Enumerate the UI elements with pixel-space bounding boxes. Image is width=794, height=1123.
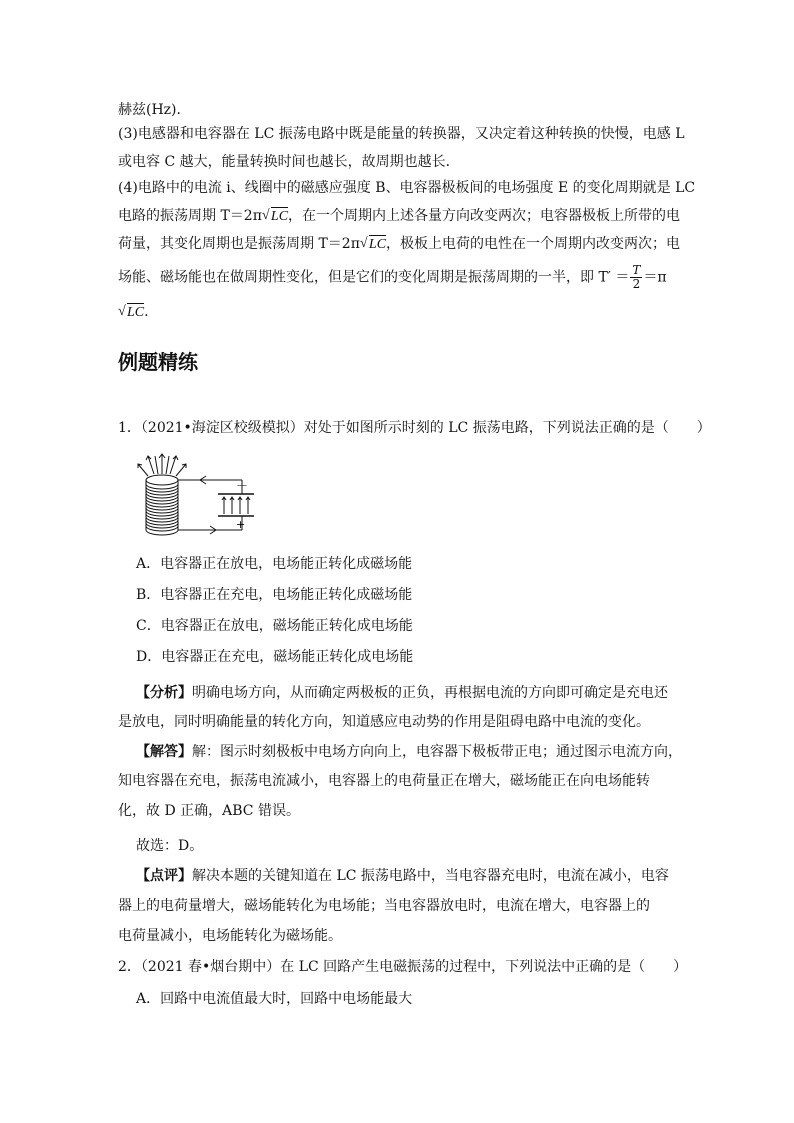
intro-line-6-a: 荷量，其变化周期也是振荡周期 T＝2π bbox=[118, 236, 360, 252]
sqrt-lc-1: √ LC bbox=[262, 207, 288, 227]
q1-option-a: A．电容器正在放电，电场能正转化成磁场能 bbox=[136, 556, 413, 572]
plus-label: + bbox=[236, 518, 246, 531]
analysis-tag: 【分析】 bbox=[136, 685, 192, 701]
magnetic-field-arrows bbox=[138, 454, 186, 476]
q1-comment-line-2: 器上的电荷量增大，磁场能转化为电场能；当电容器放电时，电流在增大，电容器上的 bbox=[118, 898, 650, 914]
sqrt-lc-3: √ LC bbox=[118, 303, 144, 323]
solution-tag: 【解答】 bbox=[136, 744, 192, 760]
minus-label: － bbox=[236, 479, 249, 493]
q1-solution-line-3: 化，故 D 正确，ABC 错误。 bbox=[118, 803, 300, 819]
q1-analysis-line-1: 【分析】明确电场方向，从而确定两极板的正负，再根据电流的方向即可确定是充电还 bbox=[136, 685, 668, 701]
intro-line-5-c: ，在一个周期内上述各量方向改变两次；电容器极板上所带的电 bbox=[288, 208, 681, 224]
intro-line-6 bbox=[118, 234, 680, 255]
q1-solution-line-1: 【解答】解：图示时刻极板中电场方向向上，电容器下极板带正电；通过图示电流方向， bbox=[136, 744, 682, 760]
comment-tag: 【点评】 bbox=[136, 868, 192, 884]
q1-option-c: C．电容器正在放电，磁场能正转化成电场能 bbox=[136, 618, 413, 634]
intro-line-5-a: 电路的振荡周期 T＝2π bbox=[118, 208, 262, 224]
sqrt-lc-2: √ LC bbox=[360, 235, 386, 255]
lc-circuit-figure bbox=[134, 450, 266, 542]
intro-line-2: (3)电感器和电容器在 LC 振荡电路中既是能量的转换器，又决定着这种转换的快慢，电感 L bbox=[118, 126, 685, 142]
coil-inductor bbox=[146, 475, 178, 535]
q1-choice: 故选：D。 bbox=[136, 838, 204, 854]
intro-line-5 bbox=[118, 206, 680, 227]
intro-line-7-b: ＝π bbox=[643, 269, 667, 286]
electric-field-arrows bbox=[222, 497, 250, 514]
intro-line-3: 或电容 C 越大，能量转换时间也越长，故周期也越长． bbox=[118, 154, 460, 170]
q2-option-a: A．回路中电流值最大时，回路中电场能最大 bbox=[136, 991, 413, 1007]
intro-line-8: √ LC. bbox=[118, 302, 149, 323]
q1-comment-line-1: 【点评】解决本题的关键知道在 LC 振荡电路中，当电容器充电时，电流在减小，电容 bbox=[136, 868, 669, 884]
q1-solution-line-2: 知电容器在充电，振荡电流减小，电容器上的电荷量正在增大，磁场能正在向电场能转 bbox=[118, 773, 650, 789]
intro-line-4: (4)电路中的电流 i、线圈中的磁感应强度 B、电容器极板间的电场强度 E 的变化周期就是 LC bbox=[118, 180, 696, 196]
intro-line-7 bbox=[118, 264, 667, 291]
intro-line-6-c: ，极板上电荷的电性在一个周期内改变两次；电 bbox=[386, 236, 681, 252]
fraction-t-over-2: $\frac{T}{2}$ bbox=[632, 263, 641, 291]
intro-line-1: 赫兹(Hz)． bbox=[118, 102, 191, 118]
q1-option-b: B．电容器正在充电，电场能正转化成磁场能 bbox=[136, 587, 413, 603]
intro-line-7-a: 场能、磁场能也在做周期性变化，但是它们的变化周期是振荡周期的一半，即 T′ ＝ bbox=[118, 269, 630, 286]
q2-stem: 2．（2021 春•烟台期中）在 LC 回路产生电磁振荡的过程中，下列说法中正确的是（ ） bbox=[118, 959, 688, 975]
q1-option-d: D．电容器正在充电，磁场能正转化成电场能 bbox=[136, 649, 414, 665]
q1-analysis-line-2: 是放电，同时明确能量的转化方向，知道感应电动势的作用是阻碍电路中电流的变化。 bbox=[118, 714, 650, 730]
q1-stem: 1．（2021•海淀区校级模拟）对处于如图所示时刻的 LC 振荡电路，下列说法正确的是（ ） bbox=[118, 420, 711, 436]
q1-comment-line-3: 电荷量减小，电场能转化为磁场能。 bbox=[118, 928, 342, 944]
section-heading: 例题精练 bbox=[118, 350, 198, 374]
